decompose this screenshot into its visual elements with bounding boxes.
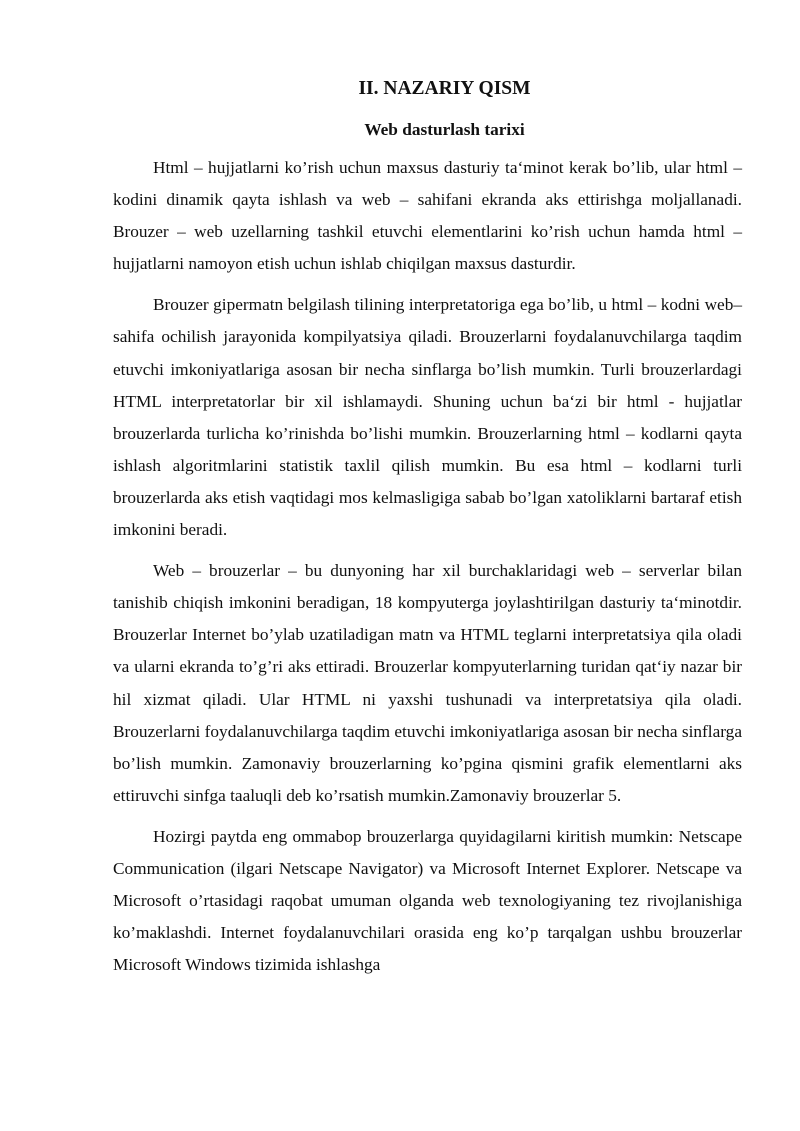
paragraph-html-definition: Html – hujjatlarni ko’rish uchun maxsus dasturiy ta‘minot kerak bo’lib, ular html – kodini dinamik qayta ishlash va web – sahifani ekranda aks ettirishga moljallanadi. Brouzer – web uzellarning tashkil etuvchi elementlarini ko’rish uchun hamda html – hujjatlarni namoyon etish uchun ishlab chiqilgan maxsus dasturdir.: [113, 158, 742, 274]
section-title: Web dasturlash tarixi: [364, 120, 525, 139]
paragraph-popular-browsers: Hozirgi paytda eng ommabop brouzerlarga quyidagilarni kiritish mumkin: Netscape Communication (ilgari Netscape Navigator) va Microsoft Internet Explorer. Netscape va Microsoft o’rtasidagi raqobat umuman olganda web texnologiyaning tez rivojlanishiga ko’maklashdi. Internet foydalanuvchilari orasida eng ko’p tarqalgan ushbu brouzerlar Microsoft Windows tizimida ishlashga: [113, 826, 742, 975]
page-content: [113, 74, 742, 981]
paragraph-web-browsers: Web – brouzerlar – bu dunyoning har xil burchaklaridagi web – serverlar bilan tanishib chiqish imkonini beradigan, 18 kompyuterga joylashtirilgan dasturiy ta‘minotdir. Brouzerlar Internet bo’ylab uzatiladigan matn va HTML teglarni interpretatsiya qila oladi va ularni ekranda to’g’ri aks ettiradi. Brouzerlar kompyuterlarning turidan qat‘iy nazar bir hil xizmat qiladi. Ular HTML ni yaxshi tushunadi va interpretatsiya qila oladi. Brouzerlarni foydalanuvchilarga taqdim etuvchi imkoniyatlariga asosan bir necha sinflarga bo’lish mumkin. Zamonaviy brouzerlarning ko’pgina qismini grafik elementlarni aks ettiruvchi sinfga taaluqli deb ko’rsatish mumkin.Zamonaviy brouzerlar 5.: [113, 561, 742, 805]
chapter-title: II. NAZARIY QISM: [358, 78, 531, 99]
paragraph-browser-interpreter: Brouzer gipermatn belgilash tilining interpretatoriga ega bo’lib, u html – kodni web–sahifa ochilish jarayonida kompilyatsiya qiladi. Brouzerlarni foydalanuvchilarga taqdim etuvchi imkoniyatlariga asosan bir necha sinflarga bo’lish mumkin. Turli brouzerlardagi HTML interpretatorlar bir xil ishlamaydi. Shuning uchun ba‘zi bir html - hujjatlar brouzerlarda turlicha ko’rinishda bo’lishi mumkin. Brouzerlarning html – kodlarni qayta ishlash algoritmlarini statistik taxlil qilish mumkin. Bu esa html – kodlarni turli brouzerlarda aks etish vaqtidagi mos kelmasligiga sabab bo’lgan xatoliklarni bartaraf etish imkonini beradi.: [113, 295, 742, 540]
